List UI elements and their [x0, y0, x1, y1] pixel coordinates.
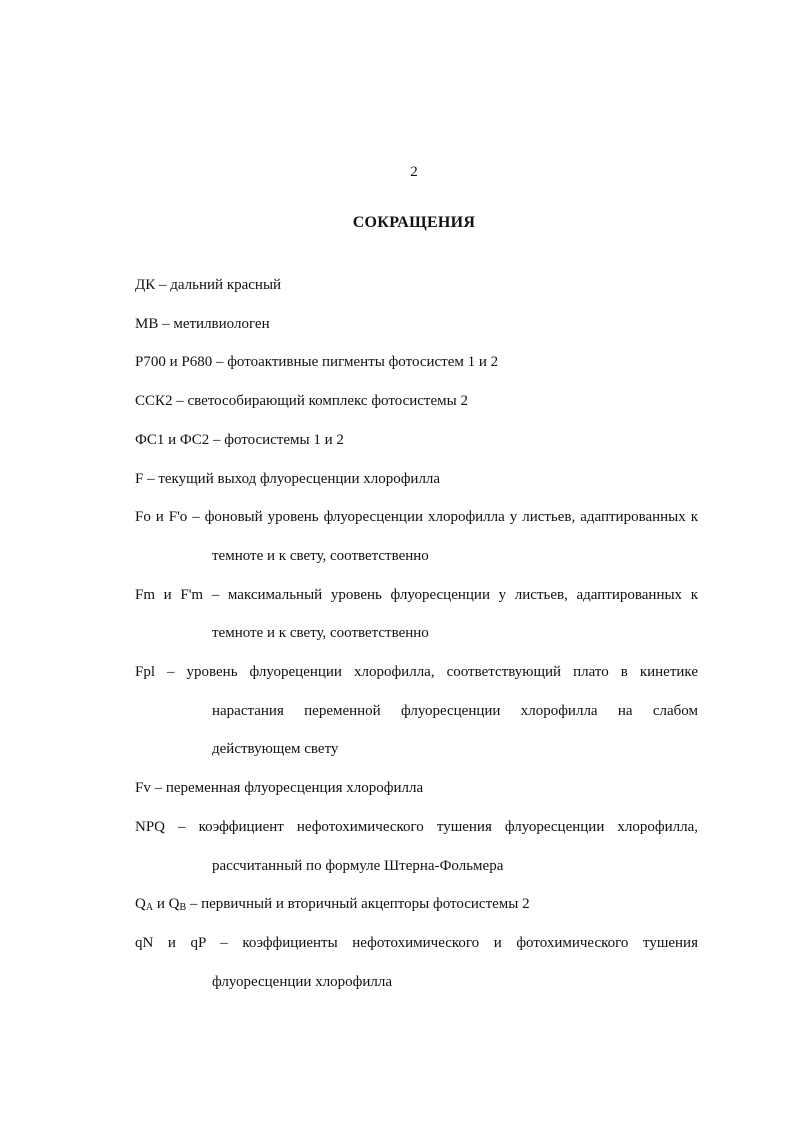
abbreviation-entry: Fo и F'o – фоновый уровень флуоресценции хлорофилла у листьев, адаптированных к темноте и к свету, соответственно — [135, 509, 698, 564]
subscript-a: A — [145, 902, 154, 914]
abbreviation-entry-qa-qb — [135, 885, 698, 924]
abbreviation-entry: NPQ – коэффициент нефотохимического тушения флуоресценции хлорофилла, рассчитанный по формуле Штерна-Фольмера — [135, 818, 698, 874]
qb-prefix: и Q — [153, 896, 180, 913]
abbreviation-entry: F – текущий выход флуоресценции хлорофилла — [135, 470, 441, 487]
abbreviation-entry: Fpl – уровень флуореценции хлорофилла, соответствующий плато в кинетике нарастания переменной флуоресценции хлорофилла на слабом действующем свету — [135, 664, 698, 758]
abbreviation-entry: МВ – метилвиологен — [135, 315, 270, 332]
abbreviation-entry: Fv – переменная флуоресценция хлорофилла — [135, 780, 424, 797]
page-number: 2 — [410, 164, 418, 180]
abbreviation-entry: ССК2 – светособирающий комплекс фотосистемы 2 — [135, 393, 468, 410]
abbreviation-entry: ФС1 и ФС2 – фотосистемы 1 и 2 — [135, 431, 344, 448]
abbreviations-list — [135, 266, 698, 1001]
abbreviation-entry: P700 и P680 – фотоактивные пигменты фотосистем 1 и 2 — [135, 354, 499, 371]
qa-prefix: Q — [135, 896, 146, 913]
subscript-b: B — [179, 902, 187, 914]
abbreviation-entry: qN и qP – коэффициенты нефотохимического и фотохимического тушения флуоресценции хлорофилла — [135, 934, 698, 990]
page-title: СОКРАЩЕНИЯ — [352, 214, 476, 231]
abbreviation-entry: ДК – дальний красный — [135, 277, 282, 293]
abbreviation-entry: Fm и F'm – максимальный уровень флуоресценции у листьев, адаптированных к темноте и к свету, соответственно — [135, 586, 698, 642]
qa-qb-definition: – первичный и вторичный акцепторы фотосистемы 2 — [186, 896, 530, 913]
